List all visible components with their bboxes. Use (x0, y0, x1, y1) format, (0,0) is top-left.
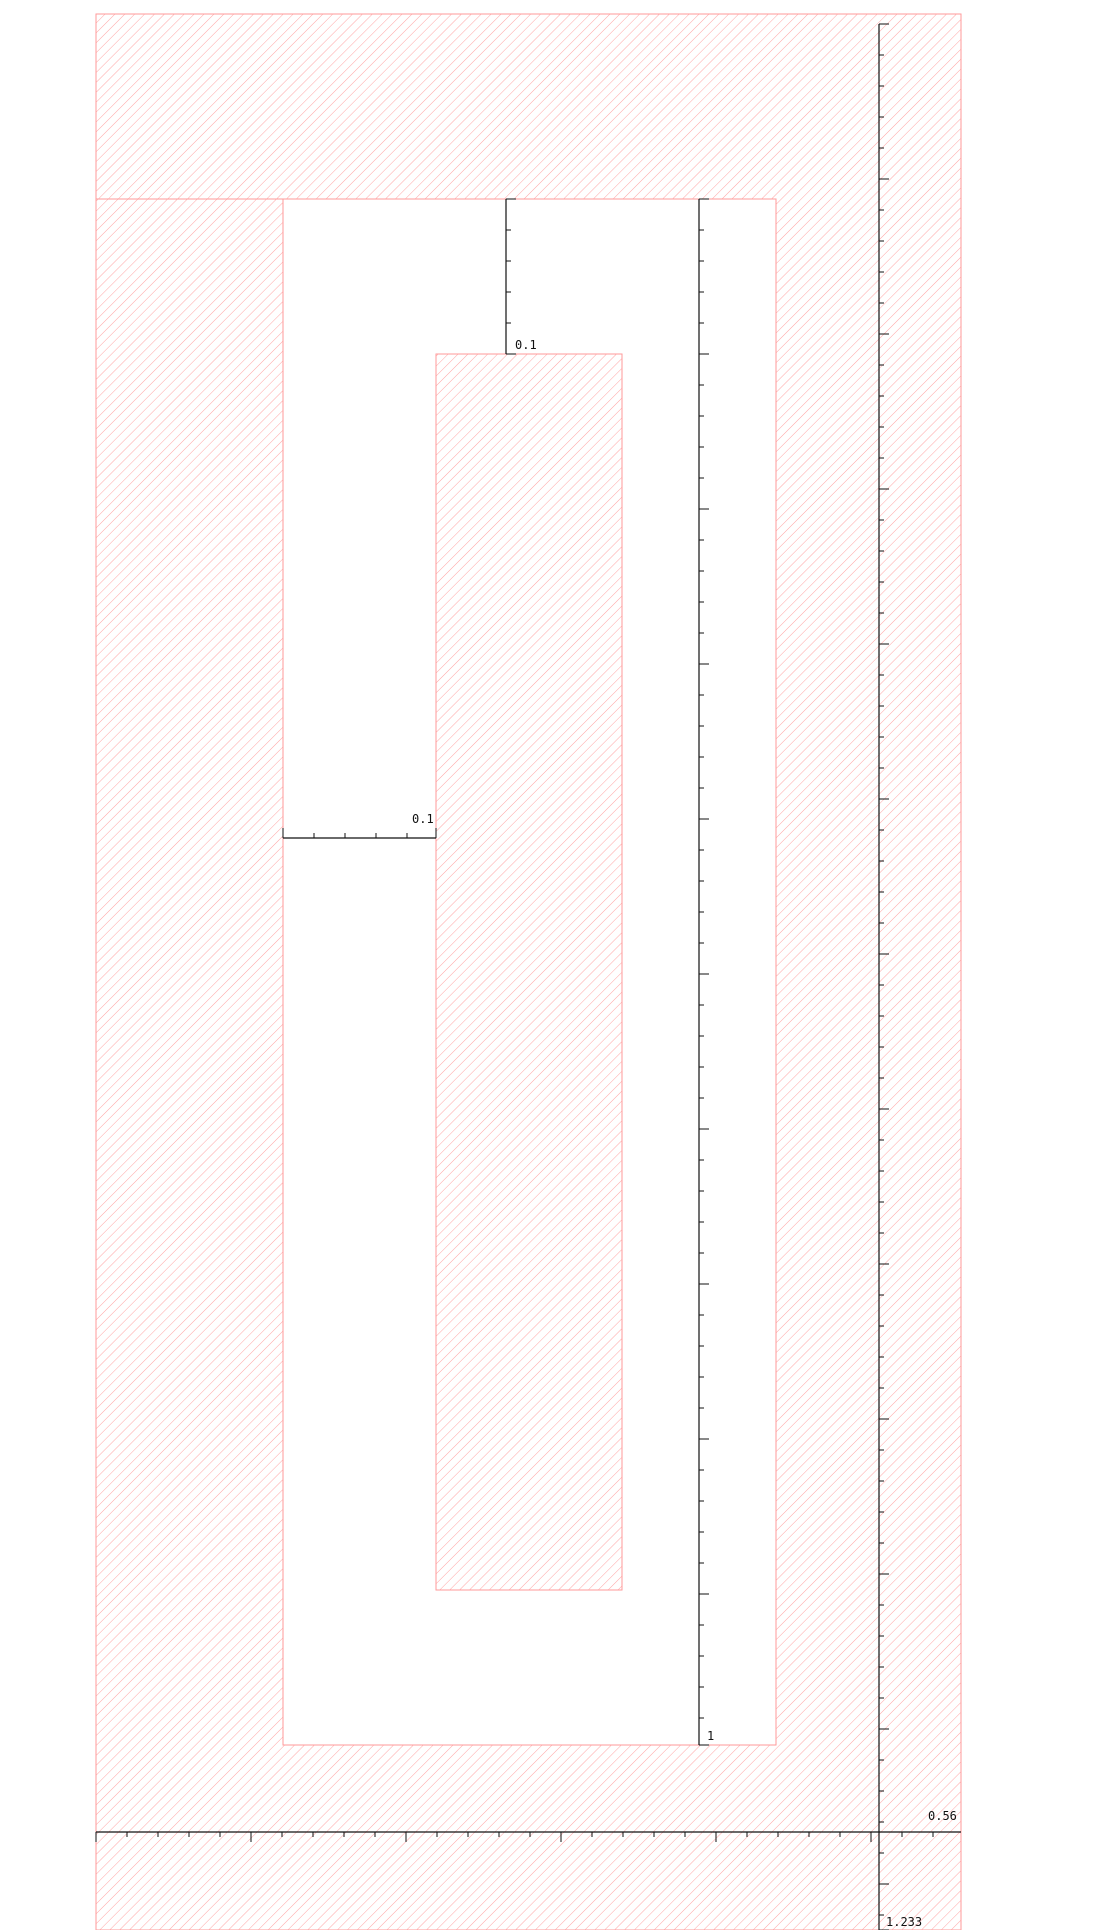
dim-label-inner-gap-vertical: 0.1 (515, 338, 537, 352)
dim-label-overall-width: 0.56 (928, 1809, 957, 1823)
dim-label-inner-height: 1 (707, 1729, 715, 1743)
dim-label-overall-height: 1.233 (886, 1915, 923, 1929)
inner-core-region (436, 354, 622, 1590)
dim-label-inner-gap-horizontal: 0.1 (412, 812, 434, 826)
